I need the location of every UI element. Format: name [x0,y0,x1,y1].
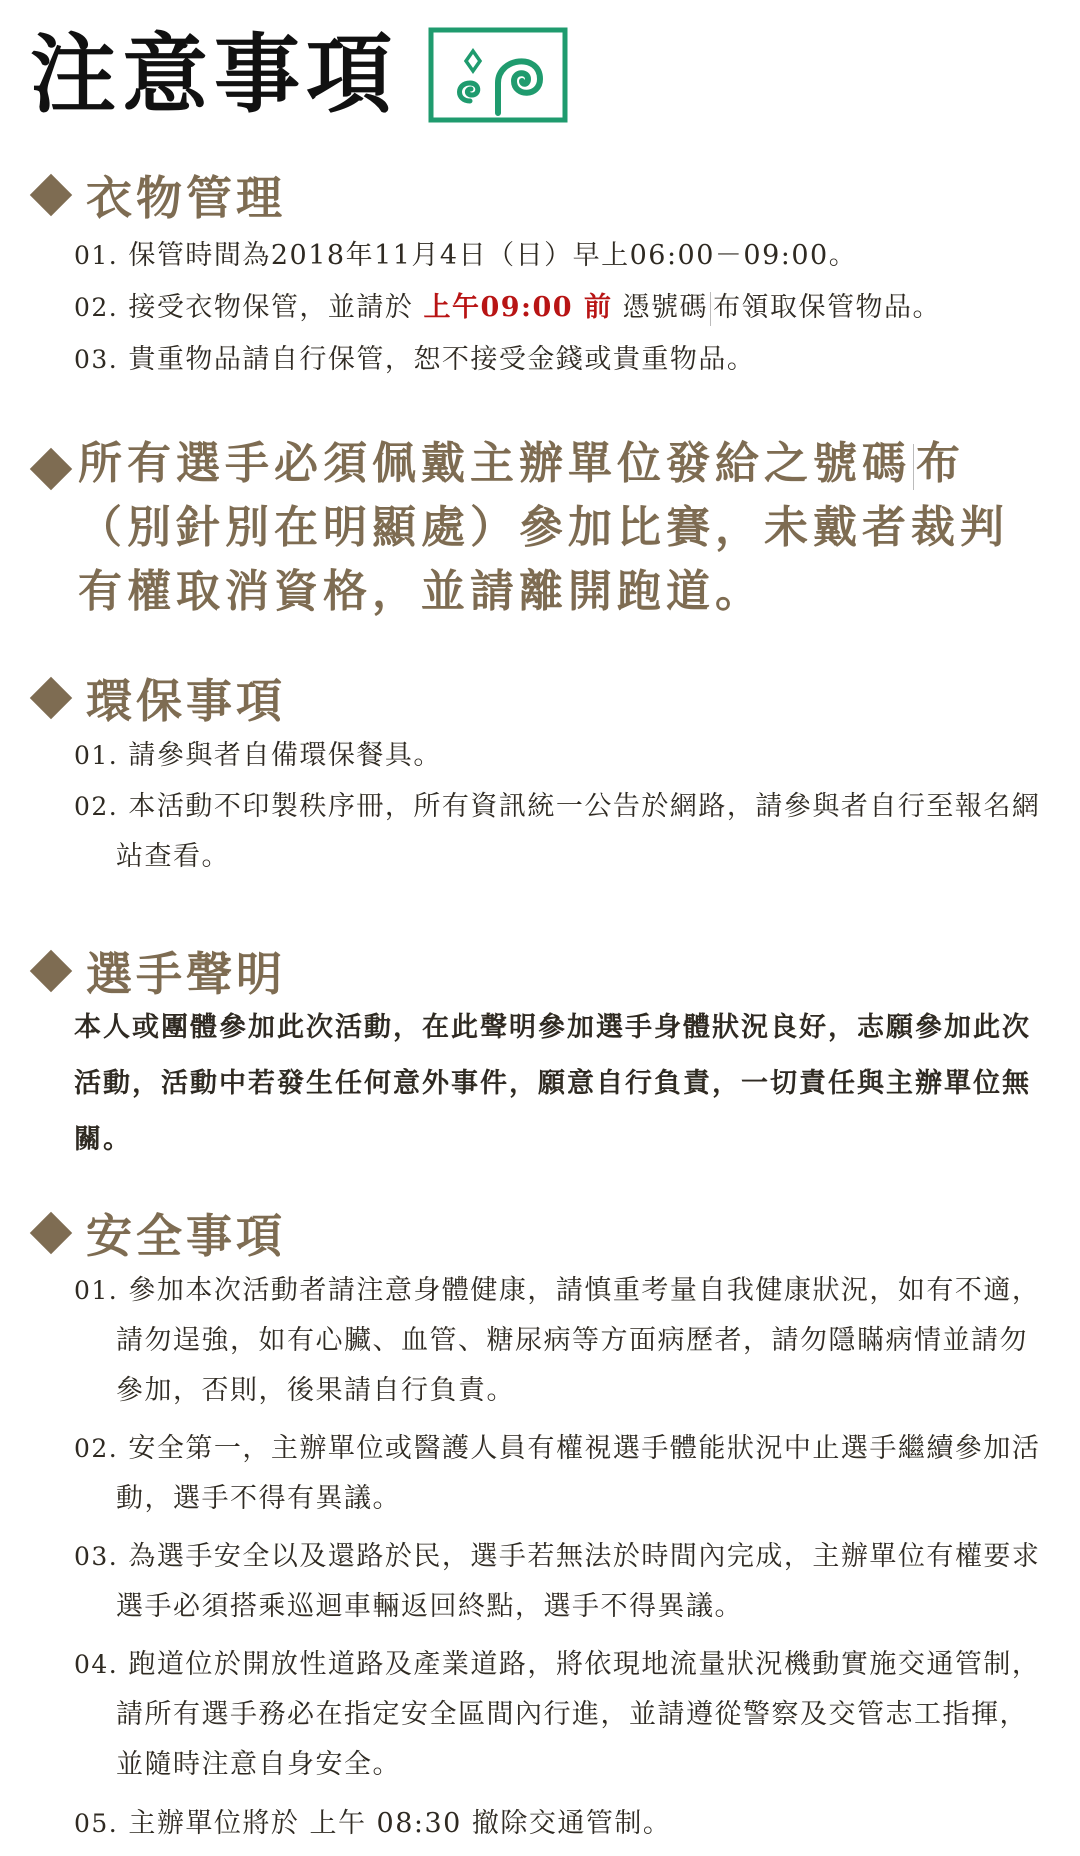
item-text: 跑道位於開放性道路及產業道路，將依現地流量狀況機動實施交通管制，請所有選手務必在指定安全區間內行進，並請遵從警察及交管志工指揮，並隨時注意自身安全。 [116,1649,1041,1780]
item-number: 02. [74,792,119,821]
item-number: 02. [74,293,119,322]
item-text: 接受衣物保管，並請於 [128,292,414,323]
safety-list [74,1266,1046,1850]
notice-part: 所有選手必須佩戴主辦單位發給之號碼 [78,438,911,489]
item-text: 本活動不印製秩序冊，所有資訊統一公告於網路，請參與者自行至報名網站查看。 [116,791,1041,872]
item-text: 主辦單位將於 上午 08:30 撤除交通管制。 [128,1808,672,1839]
list-item [74,730,1046,782]
item-number: 05. [74,1809,119,1838]
item-number: 02. [74,1434,119,1463]
item-text: 貴重物品請自行保管，恕不接受金錢或貴重物品。 [128,344,756,375]
item-text: 參加本次活動者請注意身體健康，請慎重考量自我健康狀況，如有不適，請勿逞強，如有心臟、血管、糖尿病等方面病歷者，請勿隱瞞病情並請勿參加，否則，後果請自行負責。 [116,1275,1041,1406]
highlight-time: 上午09:00 前 [423,292,613,323]
section-heading-declaration [26,938,286,1004]
diamond-bullet-icon [30,677,72,719]
section-title: 衣物管理 [86,171,286,225]
declaration-text: 本人或團體參加此次活動，在此聲明參加選手身體狀況良好，志願參加此次活動，活動中若發生任何意外事件，願意自行負責，一切責任與主辦單位無關。 [74,1012,1031,1155]
section-heading-safety [26,1200,286,1266]
list-item [74,1532,1046,1632]
notice-part: 布（別針別在明顯處）參加比賽，未戴者裁判有權取消資格，並請離開跑道。 [78,438,1009,617]
diamond-bullet-icon [30,448,72,490]
section-title: 環保事項 [86,674,286,728]
section-title: 安全事項 [86,1209,286,1263]
item-text: 布領取保管物品。 [713,292,942,323]
clothing-list [74,230,1046,386]
item-text: 保管時間為2018年11月4日（日）早上06:00－09:00。 [128,240,858,271]
list-item [74,1424,1046,1524]
environment-list [74,730,1046,882]
section-heading-environment [26,665,286,731]
list-item [74,1640,1046,1790]
divider [913,444,914,490]
section-title: 選手聲明 [86,947,286,1001]
title-row [30,20,568,130]
item-number: 01. [74,741,119,770]
item-number: 03. [74,1542,119,1571]
diamond-bullet-icon [30,174,72,216]
item-text: 安全第一，主辦單位或醫護人員有權視選手體能狀況中止選手繼續參加活動，選手不得有異議。 [116,1433,1041,1514]
section-heading-clothing [26,162,286,228]
list-item [74,1798,1046,1850]
list-item [74,1266,1046,1416]
item-number: 01. [74,1276,119,1305]
item-number: 04. [74,1650,119,1679]
list-item [74,230,1046,282]
item-number: 03. [74,345,119,374]
page-title: 注意事項 [30,24,398,125]
item-number: 01. [74,241,119,270]
diamond-bullet-icon [30,950,72,992]
diamond-bullet-icon [30,1212,72,1254]
item-text: 憑號碼 [622,292,709,323]
item-text: 請參與者自備環保餐具。 [128,740,442,771]
list-item [74,782,1046,882]
list-item [74,334,1046,386]
bib-notice [26,432,1016,624]
notice-text [78,432,1016,624]
item-text: 為選手安全以及還路於民，選手若無法於時間內完成，主辦單位有權要求選手必須搭乘巡迴車輛返回終點，選手不得異議。 [116,1541,1041,1622]
spiral-logo-icon [428,27,568,123]
list-item [74,282,1046,334]
divider [710,292,711,326]
